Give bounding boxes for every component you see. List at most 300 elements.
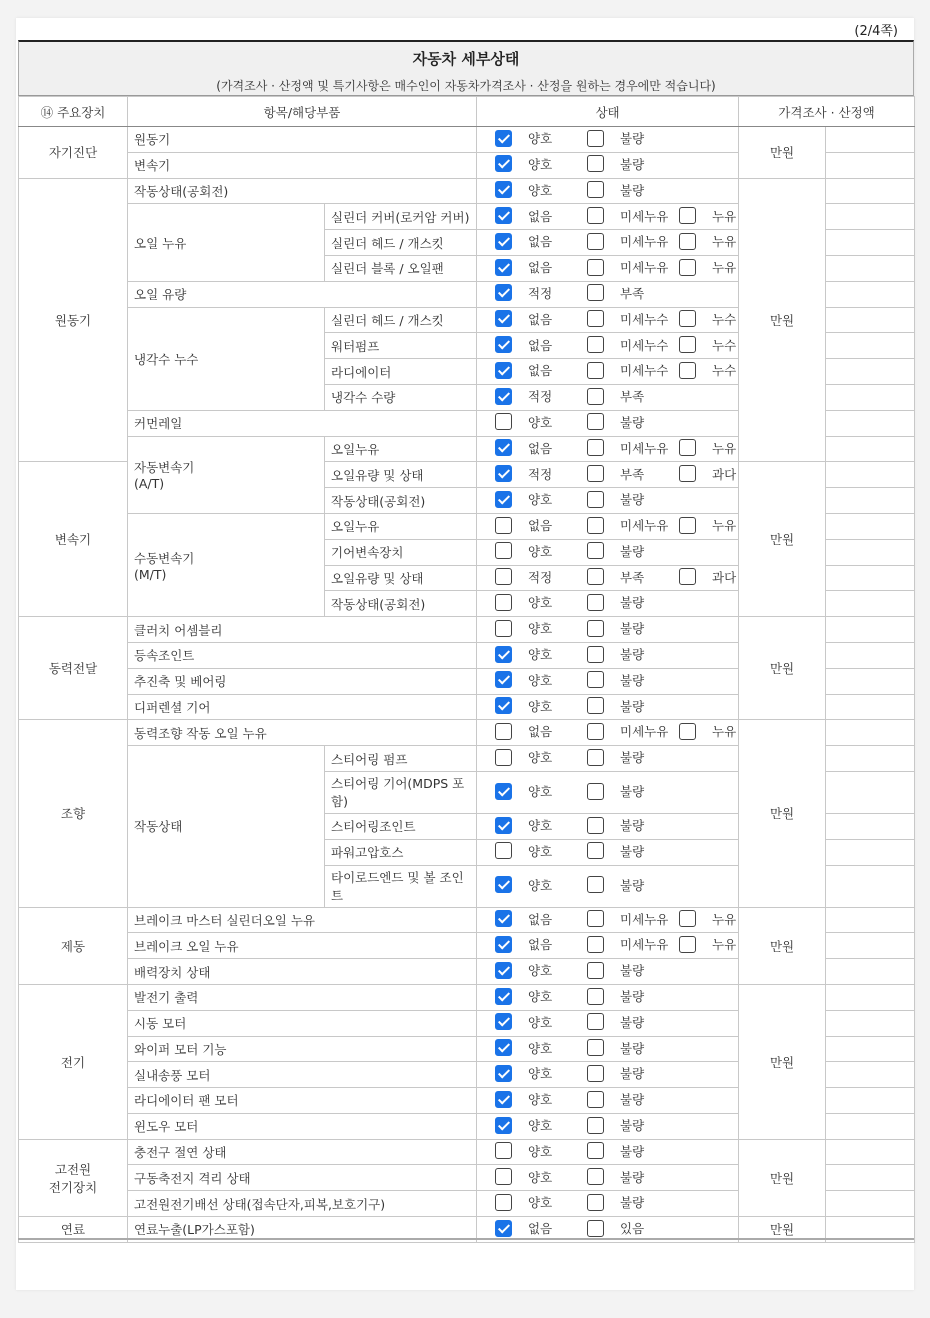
bottom-rule	[18, 1238, 914, 1240]
price-input-cell[interactable]	[826, 907, 915, 933]
status-option-label: 양호	[528, 621, 553, 637]
status-option[interactable]	[587, 439, 669, 457]
status-option[interactable]	[587, 935, 669, 953]
status-cell	[477, 255, 739, 281]
price-input-cell[interactable]	[826, 865, 915, 907]
status-option[interactable]	[587, 465, 669, 483]
status-option-label: 양호	[528, 647, 553, 663]
unchecked-checkbox[interactable]	[587, 749, 604, 766]
status-option[interactable]	[495, 207, 577, 225]
unchecked-checkbox[interactable]	[587, 817, 604, 834]
checked-checkbox[interactable]	[495, 783, 512, 800]
status-option[interactable]	[495, 987, 577, 1005]
status-option-label: 불량	[620, 621, 645, 637]
status-option[interactable]	[679, 722, 761, 740]
status-option[interactable]	[495, 232, 577, 250]
checked-checkbox[interactable]	[495, 988, 512, 1005]
status-option[interactable]	[679, 910, 761, 928]
status-option[interactable]	[587, 181, 669, 199]
status-option[interactable]	[495, 336, 577, 354]
unchecked-checkbox[interactable]	[495, 749, 512, 766]
unchecked-checkbox[interactable]	[495, 594, 512, 611]
status-option[interactable]	[495, 1219, 577, 1237]
status-option[interactable]	[495, 1193, 577, 1211]
status-option[interactable]	[587, 1142, 669, 1160]
status-option[interactable]	[587, 961, 669, 979]
status-option-label: 불량	[620, 1118, 645, 1134]
unchecked-checkbox[interactable]	[679, 465, 696, 482]
status-option-label: 양호	[528, 963, 553, 979]
status-option[interactable]	[495, 910, 577, 928]
unchecked-checkbox[interactable]	[587, 962, 604, 979]
price-input-cell[interactable]	[826, 984, 915, 1010]
status-option[interactable]	[679, 336, 761, 354]
unchecked-checkbox[interactable]	[495, 413, 512, 430]
status-option[interactable]	[587, 1219, 669, 1237]
price-input-cell[interactable]	[826, 359, 915, 385]
status-option[interactable]	[679, 465, 761, 483]
checked-checkbox[interactable]	[495, 310, 512, 327]
status-option[interactable]	[587, 697, 669, 715]
status-option[interactable]	[495, 1168, 577, 1186]
status-option[interactable]	[587, 155, 669, 173]
status-option[interactable]	[495, 961, 577, 979]
status-option-label: 미세누유	[620, 208, 669, 224]
status-option[interactable]	[587, 387, 669, 405]
price-input-cell[interactable]	[826, 1113, 915, 1139]
status-option-label: 불량	[620, 672, 645, 688]
price-input-cell[interactable]	[826, 720, 915, 746]
status-option-label: 누유	[712, 937, 737, 953]
status-cell	[477, 539, 739, 565]
price-input-cell[interactable]	[826, 178, 915, 204]
status-option-label: 없음	[528, 311, 553, 327]
price-input-cell[interactable]	[826, 591, 915, 617]
unchecked-checkbox[interactable]	[587, 207, 604, 224]
status-option[interactable]	[495, 439, 577, 457]
unchecked-checkbox[interactable]	[587, 1039, 604, 1056]
status-option[interactable]	[587, 816, 669, 834]
status-option[interactable]	[587, 490, 669, 508]
status-option[interactable]	[495, 935, 577, 953]
status-option[interactable]	[495, 516, 577, 534]
status-option[interactable]	[587, 129, 669, 147]
checked-checkbox[interactable]	[495, 465, 512, 482]
status-option[interactable]	[495, 1116, 577, 1134]
price-input-cell[interactable]	[826, 539, 915, 565]
checked-checkbox[interactable]	[495, 336, 512, 353]
price-input-cell[interactable]	[826, 333, 915, 359]
unchecked-checkbox[interactable]	[679, 207, 696, 224]
item-label: 시동 모터	[128, 1010, 477, 1036]
status-option[interactable]	[587, 645, 669, 663]
status-option-label: 미세누수	[620, 363, 669, 379]
status-option[interactable]	[587, 258, 669, 276]
checked-checkbox[interactable]	[495, 233, 512, 250]
unchecked-checkbox[interactable]	[587, 671, 604, 688]
status-option[interactable]	[587, 593, 669, 611]
unchecked-checkbox[interactable]	[679, 910, 696, 927]
unchecked-checkbox[interactable]	[495, 1168, 512, 1185]
status-option[interactable]	[587, 876, 669, 894]
unchecked-checkbox[interactable]	[495, 1142, 512, 1159]
status-option[interactable]	[495, 593, 577, 611]
price-input-cell[interactable]	[826, 230, 915, 256]
status-option-label: 누유	[712, 440, 737, 456]
status-option-label: 없음	[528, 337, 553, 353]
price-input-cell[interactable]	[826, 1010, 915, 1036]
price-input-cell[interactable]	[826, 642, 915, 668]
status-option[interactable]	[495, 284, 577, 302]
price-input-cell[interactable]	[826, 1062, 915, 1088]
price-unit: 만원	[739, 720, 826, 907]
price-unit: 만원	[739, 617, 826, 720]
status-option[interactable]	[495, 155, 577, 173]
unchecked-checkbox[interactable]	[587, 876, 604, 893]
unchecked-checkbox[interactable]	[587, 233, 604, 250]
unchecked-checkbox[interactable]	[587, 1168, 604, 1185]
checked-checkbox[interactable]	[495, 936, 512, 953]
unchecked-checkbox[interactable]	[679, 310, 696, 327]
unchecked-checkbox[interactable]	[587, 155, 604, 172]
status-option[interactable]	[587, 336, 669, 354]
unchecked-checkbox[interactable]	[679, 336, 696, 353]
subgroup-oil_leak: 오일 누유	[128, 204, 325, 281]
price-input-cell[interactable]	[826, 436, 915, 462]
status-option-label: 불량	[620, 698, 645, 714]
unchecked-checkbox[interactable]	[587, 783, 604, 800]
status-option[interactable]	[495, 1039, 577, 1057]
unchecked-checkbox[interactable]	[587, 620, 604, 637]
unchecked-checkbox[interactable]	[587, 439, 604, 456]
checked-checkbox[interactable]	[495, 1039, 512, 1056]
status-option-label: 불량	[620, 543, 645, 559]
item-label: 작동상태(공회전)	[128, 178, 477, 204]
checked-checkbox[interactable]	[495, 671, 512, 688]
unchecked-checkbox[interactable]	[587, 646, 604, 663]
unchecked-checkbox[interactable]	[587, 130, 604, 147]
item-label: 원동기	[128, 127, 477, 153]
status-option[interactable]	[587, 1013, 669, 1031]
checked-checkbox[interactable]	[495, 876, 512, 893]
price-input-cell[interactable]	[826, 410, 915, 436]
price-input-cell[interactable]	[826, 617, 915, 643]
unchecked-checkbox[interactable]	[679, 517, 696, 534]
status-option[interactable]	[495, 465, 577, 483]
price-input-cell[interactable]	[826, 255, 915, 281]
unchecked-checkbox[interactable]	[495, 842, 512, 859]
price-input-cell[interactable]	[826, 1139, 915, 1165]
status-option[interactable]	[587, 284, 669, 302]
status-option-label: 불량	[620, 1040, 645, 1056]
unchecked-checkbox[interactable]	[495, 542, 512, 559]
price-input-cell[interactable]	[826, 813, 915, 839]
status-option[interactable]	[495, 645, 577, 663]
unchecked-checkbox[interactable]	[495, 568, 512, 585]
unchecked-checkbox[interactable]	[587, 1065, 604, 1082]
status-option[interactable]	[587, 1090, 669, 1108]
status-option[interactable]	[495, 1142, 577, 1160]
unchecked-checkbox[interactable]	[587, 936, 604, 953]
price-input-cell[interactable]	[826, 1165, 915, 1191]
price-input-cell[interactable]	[826, 1088, 915, 1114]
price-input-cell[interactable]	[826, 694, 915, 720]
checked-checkbox[interactable]	[495, 207, 512, 224]
status-option[interactable]	[495, 748, 577, 766]
price-input-cell[interactable]	[826, 513, 915, 539]
status-option[interactable]	[495, 619, 577, 637]
status-option[interactable]	[587, 1064, 669, 1082]
price-input-cell[interactable]	[826, 565, 915, 591]
status-option[interactable]	[495, 413, 577, 431]
status-cell	[477, 771, 739, 813]
status-option[interactable]	[587, 542, 669, 560]
status-option-label: 양호	[528, 1092, 553, 1108]
status-option[interactable]	[495, 181, 577, 199]
status-option-label: 누유	[712, 234, 737, 250]
status-option[interactable]	[679, 568, 761, 586]
status-option-label: 부족	[620, 389, 645, 405]
status-option-label: 양호	[528, 843, 553, 859]
status-option[interactable]	[495, 542, 577, 560]
unchecked-checkbox[interactable]	[587, 1117, 604, 1134]
item-label: 오일유량 및 상태	[325, 565, 477, 591]
status-option-label: 없음	[528, 260, 553, 276]
checked-checkbox[interactable]	[495, 1013, 512, 1030]
unchecked-checkbox[interactable]	[587, 181, 604, 198]
unchecked-checkbox[interactable]	[495, 517, 512, 534]
status-option[interactable]	[495, 1064, 577, 1082]
unchecked-checkbox[interactable]	[587, 568, 604, 585]
status-option[interactable]	[587, 1039, 669, 1057]
category-engine: 원동기	[19, 178, 128, 462]
status-option[interactable]	[495, 387, 577, 405]
status-option-label: 미세누유	[620, 911, 669, 927]
unchecked-checkbox[interactable]	[679, 233, 696, 250]
item-label: 오일누유	[325, 436, 477, 462]
unchecked-checkbox[interactable]	[679, 362, 696, 379]
status-option[interactable]	[587, 310, 669, 328]
unchecked-checkbox[interactable]	[495, 723, 512, 740]
status-cell	[477, 642, 739, 668]
status-cell	[477, 462, 739, 488]
item-label: 오일누유	[325, 513, 477, 539]
status-option[interactable]	[587, 361, 669, 379]
status-option[interactable]	[495, 258, 577, 276]
unchecked-checkbox[interactable]	[587, 1091, 604, 1108]
item-label: 스티어링 기어(MDPS 포함)	[325, 771, 477, 813]
status-cell	[477, 127, 739, 153]
price-input-cell[interactable]	[826, 933, 915, 959]
status-cell	[477, 1010, 739, 1036]
unchecked-checkbox[interactable]	[587, 362, 604, 379]
status-option[interactable]	[679, 439, 761, 457]
status-option[interactable]	[587, 207, 669, 225]
status-option[interactable]	[587, 1193, 669, 1211]
title-box	[18, 40, 914, 96]
item-label: 동력조향 작동 오일 누유	[128, 720, 477, 746]
price-input-cell[interactable]	[826, 127, 915, 153]
unchecked-checkbox[interactable]	[587, 413, 604, 430]
status-option[interactable]	[679, 935, 761, 953]
unchecked-checkbox[interactable]	[587, 259, 604, 276]
status-option-label: 불량	[620, 1014, 645, 1030]
checked-checkbox[interactable]	[495, 1065, 512, 1082]
checked-checkbox[interactable]	[495, 491, 512, 508]
status-option[interactable]	[587, 782, 669, 800]
unchecked-checkbox[interactable]	[587, 988, 604, 1005]
item-label: 타이로드엔드 및 볼 조인트	[325, 865, 477, 907]
checked-checkbox[interactable]	[495, 130, 512, 147]
status-option[interactable]	[587, 842, 669, 860]
unchecked-checkbox[interactable]	[495, 1194, 512, 1211]
checked-checkbox[interactable]	[495, 1220, 512, 1237]
status-option[interactable]	[587, 671, 669, 689]
unchecked-checkbox[interactable]	[587, 542, 604, 559]
price-input-cell[interactable]	[826, 281, 915, 307]
checked-checkbox[interactable]	[495, 181, 512, 198]
price-input-cell[interactable]	[826, 204, 915, 230]
status-option[interactable]	[495, 722, 577, 740]
status-option[interactable]	[587, 568, 669, 586]
unchecked-checkbox[interactable]	[679, 568, 696, 585]
item-label: 라디에이터 팬 모터	[128, 1088, 477, 1114]
unchecked-checkbox[interactable]	[495, 620, 512, 637]
status-option[interactable]	[495, 842, 577, 860]
status-option-label: 양호	[528, 156, 553, 172]
status-option[interactable]	[587, 910, 669, 928]
unchecked-checkbox[interactable]	[587, 336, 604, 353]
status-option[interactable]	[495, 490, 577, 508]
price-input-cell[interactable]	[826, 668, 915, 694]
unchecked-checkbox[interactable]	[587, 1194, 604, 1211]
detail-status-table	[18, 96, 915, 1243]
status-option[interactable]	[679, 516, 761, 534]
checked-checkbox[interactable]	[495, 1091, 512, 1108]
checked-checkbox[interactable]	[495, 155, 512, 172]
unchecked-checkbox[interactable]	[587, 697, 604, 714]
checked-checkbox[interactable]	[495, 362, 512, 379]
status-option[interactable]	[495, 1013, 577, 1031]
status-option[interactable]	[495, 129, 577, 147]
status-option[interactable]	[495, 782, 577, 800]
status-option-label: 불량	[620, 750, 645, 766]
unchecked-checkbox[interactable]	[679, 723, 696, 740]
unchecked-checkbox[interactable]	[587, 842, 604, 859]
item-label: 와이퍼 모터 기능	[128, 1036, 477, 1062]
price-input-cell[interactable]	[826, 1036, 915, 1062]
checked-checkbox[interactable]	[495, 388, 512, 405]
status-option-label: 미세누유	[620, 440, 669, 456]
price-input-cell[interactable]	[826, 152, 915, 178]
price-input-cell[interactable]	[826, 1191, 915, 1217]
status-option[interactable]	[679, 232, 761, 250]
status-option[interactable]	[679, 310, 761, 328]
status-option-label: 부족	[620, 569, 645, 585]
status-option[interactable]	[495, 816, 577, 834]
status-option[interactable]	[495, 1090, 577, 1108]
status-option[interactable]	[679, 207, 761, 225]
status-option[interactable]	[587, 1168, 669, 1186]
unchecked-checkbox[interactable]	[587, 491, 604, 508]
unchecked-checkbox[interactable]	[587, 723, 604, 740]
unchecked-checkbox[interactable]	[679, 439, 696, 456]
unchecked-checkbox[interactable]	[587, 1220, 604, 1237]
unchecked-checkbox[interactable]	[587, 465, 604, 482]
status-option[interactable]	[587, 987, 669, 1005]
unchecked-checkbox[interactable]	[587, 910, 604, 927]
unchecked-checkbox[interactable]	[587, 517, 604, 534]
status-cell	[477, 436, 739, 462]
status-option[interactable]	[587, 232, 669, 250]
status-cell	[477, 333, 739, 359]
checked-checkbox[interactable]	[495, 910, 512, 927]
status-option[interactable]	[495, 310, 577, 328]
unchecked-checkbox[interactable]	[587, 594, 604, 611]
status-option[interactable]	[495, 876, 577, 894]
unchecked-checkbox[interactable]	[679, 936, 696, 953]
status-option[interactable]	[495, 361, 577, 379]
status-option[interactable]	[587, 722, 669, 740]
checked-checkbox[interactable]	[495, 962, 512, 979]
unchecked-checkbox[interactable]	[587, 1142, 604, 1159]
item-label: 냉각수 수량	[325, 384, 477, 410]
checked-checkbox[interactable]	[495, 1117, 512, 1134]
unchecked-checkbox[interactable]	[587, 284, 604, 301]
table-row	[19, 178, 915, 204]
header-status: 상태	[477, 97, 739, 127]
price-input-cell[interactable]	[826, 746, 915, 772]
status-option[interactable]	[587, 748, 669, 766]
status-option[interactable]	[587, 619, 669, 637]
status-option-label: 누유	[712, 208, 737, 224]
price-input-cell[interactable]	[826, 771, 915, 813]
price-input-cell[interactable]	[826, 959, 915, 985]
checked-checkbox[interactable]	[495, 697, 512, 714]
unchecked-checkbox[interactable]	[587, 1013, 604, 1030]
price-input-cell[interactable]	[826, 462, 915, 488]
unchecked-checkbox[interactable]	[679, 259, 696, 276]
status-option[interactable]	[679, 258, 761, 276]
category-fuel: 연료	[19, 1217, 128, 1243]
status-option[interactable]	[587, 413, 669, 431]
status-option[interactable]	[495, 697, 577, 715]
unchecked-checkbox[interactable]	[587, 310, 604, 327]
price-input-cell[interactable]	[826, 488, 915, 514]
status-option[interactable]	[679, 361, 761, 379]
checked-checkbox[interactable]	[495, 259, 512, 276]
checked-checkbox[interactable]	[495, 284, 512, 301]
status-option[interactable]	[587, 516, 669, 534]
status-option[interactable]	[495, 568, 577, 586]
status-option-label: 불량	[620, 1195, 645, 1211]
status-option-label: 양호	[528, 1169, 553, 1185]
checked-checkbox[interactable]	[495, 646, 512, 663]
checked-checkbox[interactable]	[495, 817, 512, 834]
status-cell	[477, 694, 739, 720]
price-input-cell[interactable]	[826, 384, 915, 410]
status-option[interactable]	[495, 671, 577, 689]
price-input-cell[interactable]	[826, 839, 915, 865]
table-row	[19, 984, 915, 1010]
status-option-label: 미세누유	[620, 724, 669, 740]
checked-checkbox[interactable]	[495, 439, 512, 456]
item-label: 발전기 출력	[128, 984, 477, 1010]
price-input-cell[interactable]	[826, 307, 915, 333]
status-option[interactable]	[587, 1116, 669, 1134]
unchecked-checkbox[interactable]	[587, 388, 604, 405]
status-option-label: 불량	[620, 131, 645, 147]
